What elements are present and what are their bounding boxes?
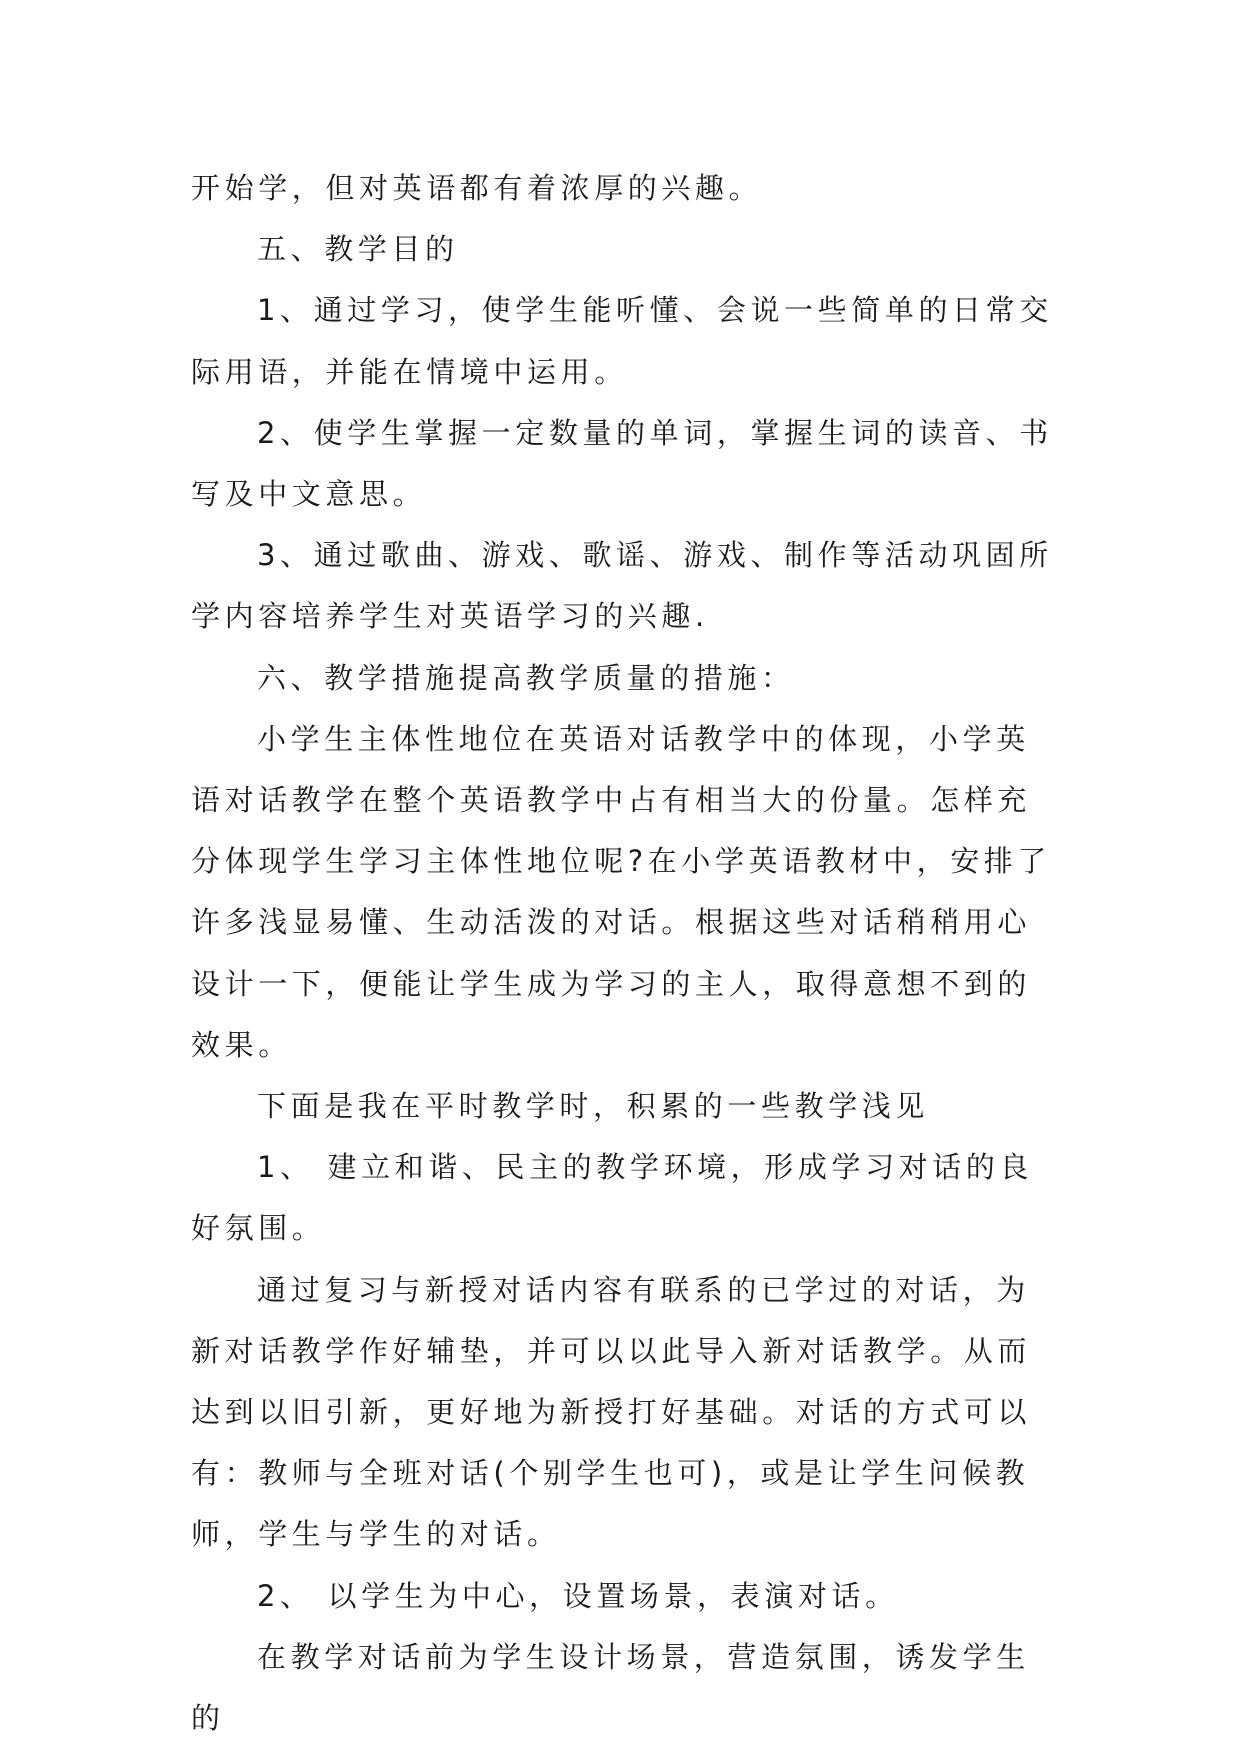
- paragraph: 开始学，但对英语都有着浓厚的兴趣。: [191, 171, 763, 205]
- paragraph: 通过复习与新授对话内容有联系的已学过的对话，为新对话教学作好辅垫，并可以以此导入新对话教学。从而达到以旧引新，更好地为新授打好基础。对话的方式可以有：教师与全班对话(个别学生也可)，或是让学生问候教师，学生与学生的对话。: [191, 1272, 1032, 1552]
- body-text: [191, 158, 1061, 1749]
- section-heading-5: 五、教学目的: [257, 232, 459, 267]
- paragraph: 1、通过学习，使学生能听懂、会说一些简单的日常交际用语，并能在情境中运用。: [191, 293, 1053, 389]
- paragraph: 1、 建立和谐、民主的教学环境，形成学习对话的良好氛围。: [191, 1150, 1034, 1246]
- paragraph: 下面是我在平时教学时，积累的一些教学浅见: [257, 1089, 930, 1124]
- paragraph: 小学生主体性地位在英语对话教学中的体现，小学英语对话教学在整个英语教学中占有相当大的份量。怎样充分体现学生学习主体性地位呢?在小学英语教材中，安排了许多浅显易懂、生动活泼的对话。根据这些对话稍稍用心设计一下，便能让学生成为学习的主人，取得意想不到的效果。: [191, 721, 1051, 1062]
- section-heading-6: 六、教学措施提高教学质量的措施：: [257, 660, 795, 695]
- paragraph: 在教学对话前为学生设计场景，营造氛围，诱发学生的: [191, 1639, 1030, 1736]
- paragraph: 3、通过歌曲、游戏、歌谣、游戏、制作等活动巩固所学内容培养学生对英语学习的兴趣.: [191, 538, 1053, 634]
- paragraph: 2、 以学生为中心，设置场景，表演对话。: [257, 1578, 899, 1613]
- paragraph: 2、使学生掌握一定数量的单词，掌握生词的读音、书写及中文意思。: [191, 415, 1053, 512]
